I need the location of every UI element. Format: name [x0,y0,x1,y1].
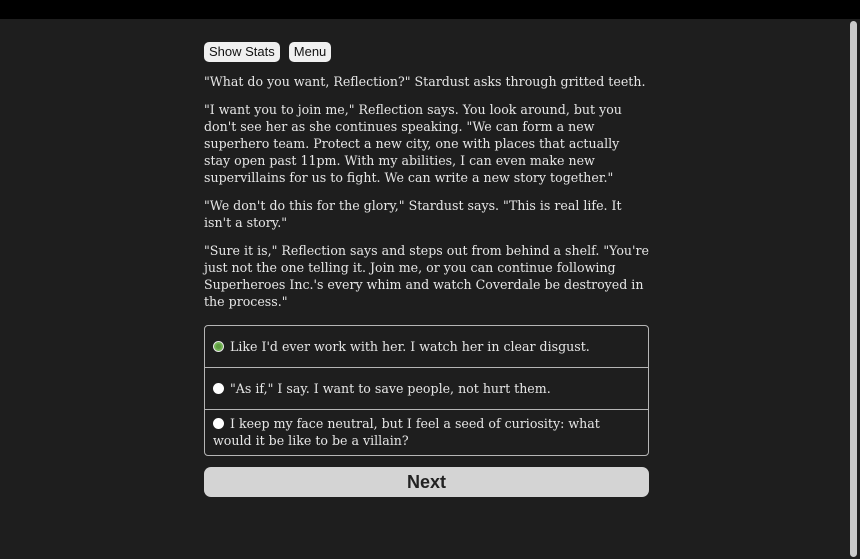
top-bar [0,0,860,19]
scrollbar[interactable] [848,19,860,559]
next-button[interactable]: Next [204,467,649,497]
choice-label: Like I'd ever work with her. I watch her in clear disgust. [230,339,590,354]
radio-selected-icon[interactable] [213,341,224,352]
story-paragraph: "We don't do this for the glory," Stardust says. "This is real life. It isn't a story." [204,198,622,230]
choice-list [204,325,649,456]
story-paragraph: "I want you to join me," Reflection says. You look around, but you don't see her as she continues speaking. "We can form a new superhero team. Protect a new city, one with places that actually stay open past 11pm. With my abilities, I can even make new supervillains for us to fight. We can write a new story together." [204,102,622,185]
scrollbar-thumb[interactable] [850,21,857,557]
radio-icon[interactable] [213,383,224,394]
choice-label: "As if," I say. I want to save people, not hurt them. [230,381,551,396]
choice-option-2[interactable] [205,367,648,409]
story-paragraph: "What do you want, Reflection?" Stardust asks through gritted teeth. [204,74,646,89]
radio-icon[interactable] [213,418,224,429]
story-paragraph: "Sure it is," Reflection says and steps out from behind a shelf. "You're just not the one telling it. Join me, or you can continue following Superheroes Inc.'s every whim and watch Coverdale be destroyed in the process." [204,243,649,309]
menu-button[interactable]: Menu [289,42,332,62]
choice-option-3[interactable] [205,409,648,455]
choice-label: I keep my face neutral, but I feel a seed of curiosity: what would it be like to be a villain? [213,416,600,448]
choice-option-1[interactable] [205,326,648,367]
show-stats-button[interactable]: Show Stats [204,42,280,62]
toolbar [204,42,649,62]
game-content [204,42,649,497]
